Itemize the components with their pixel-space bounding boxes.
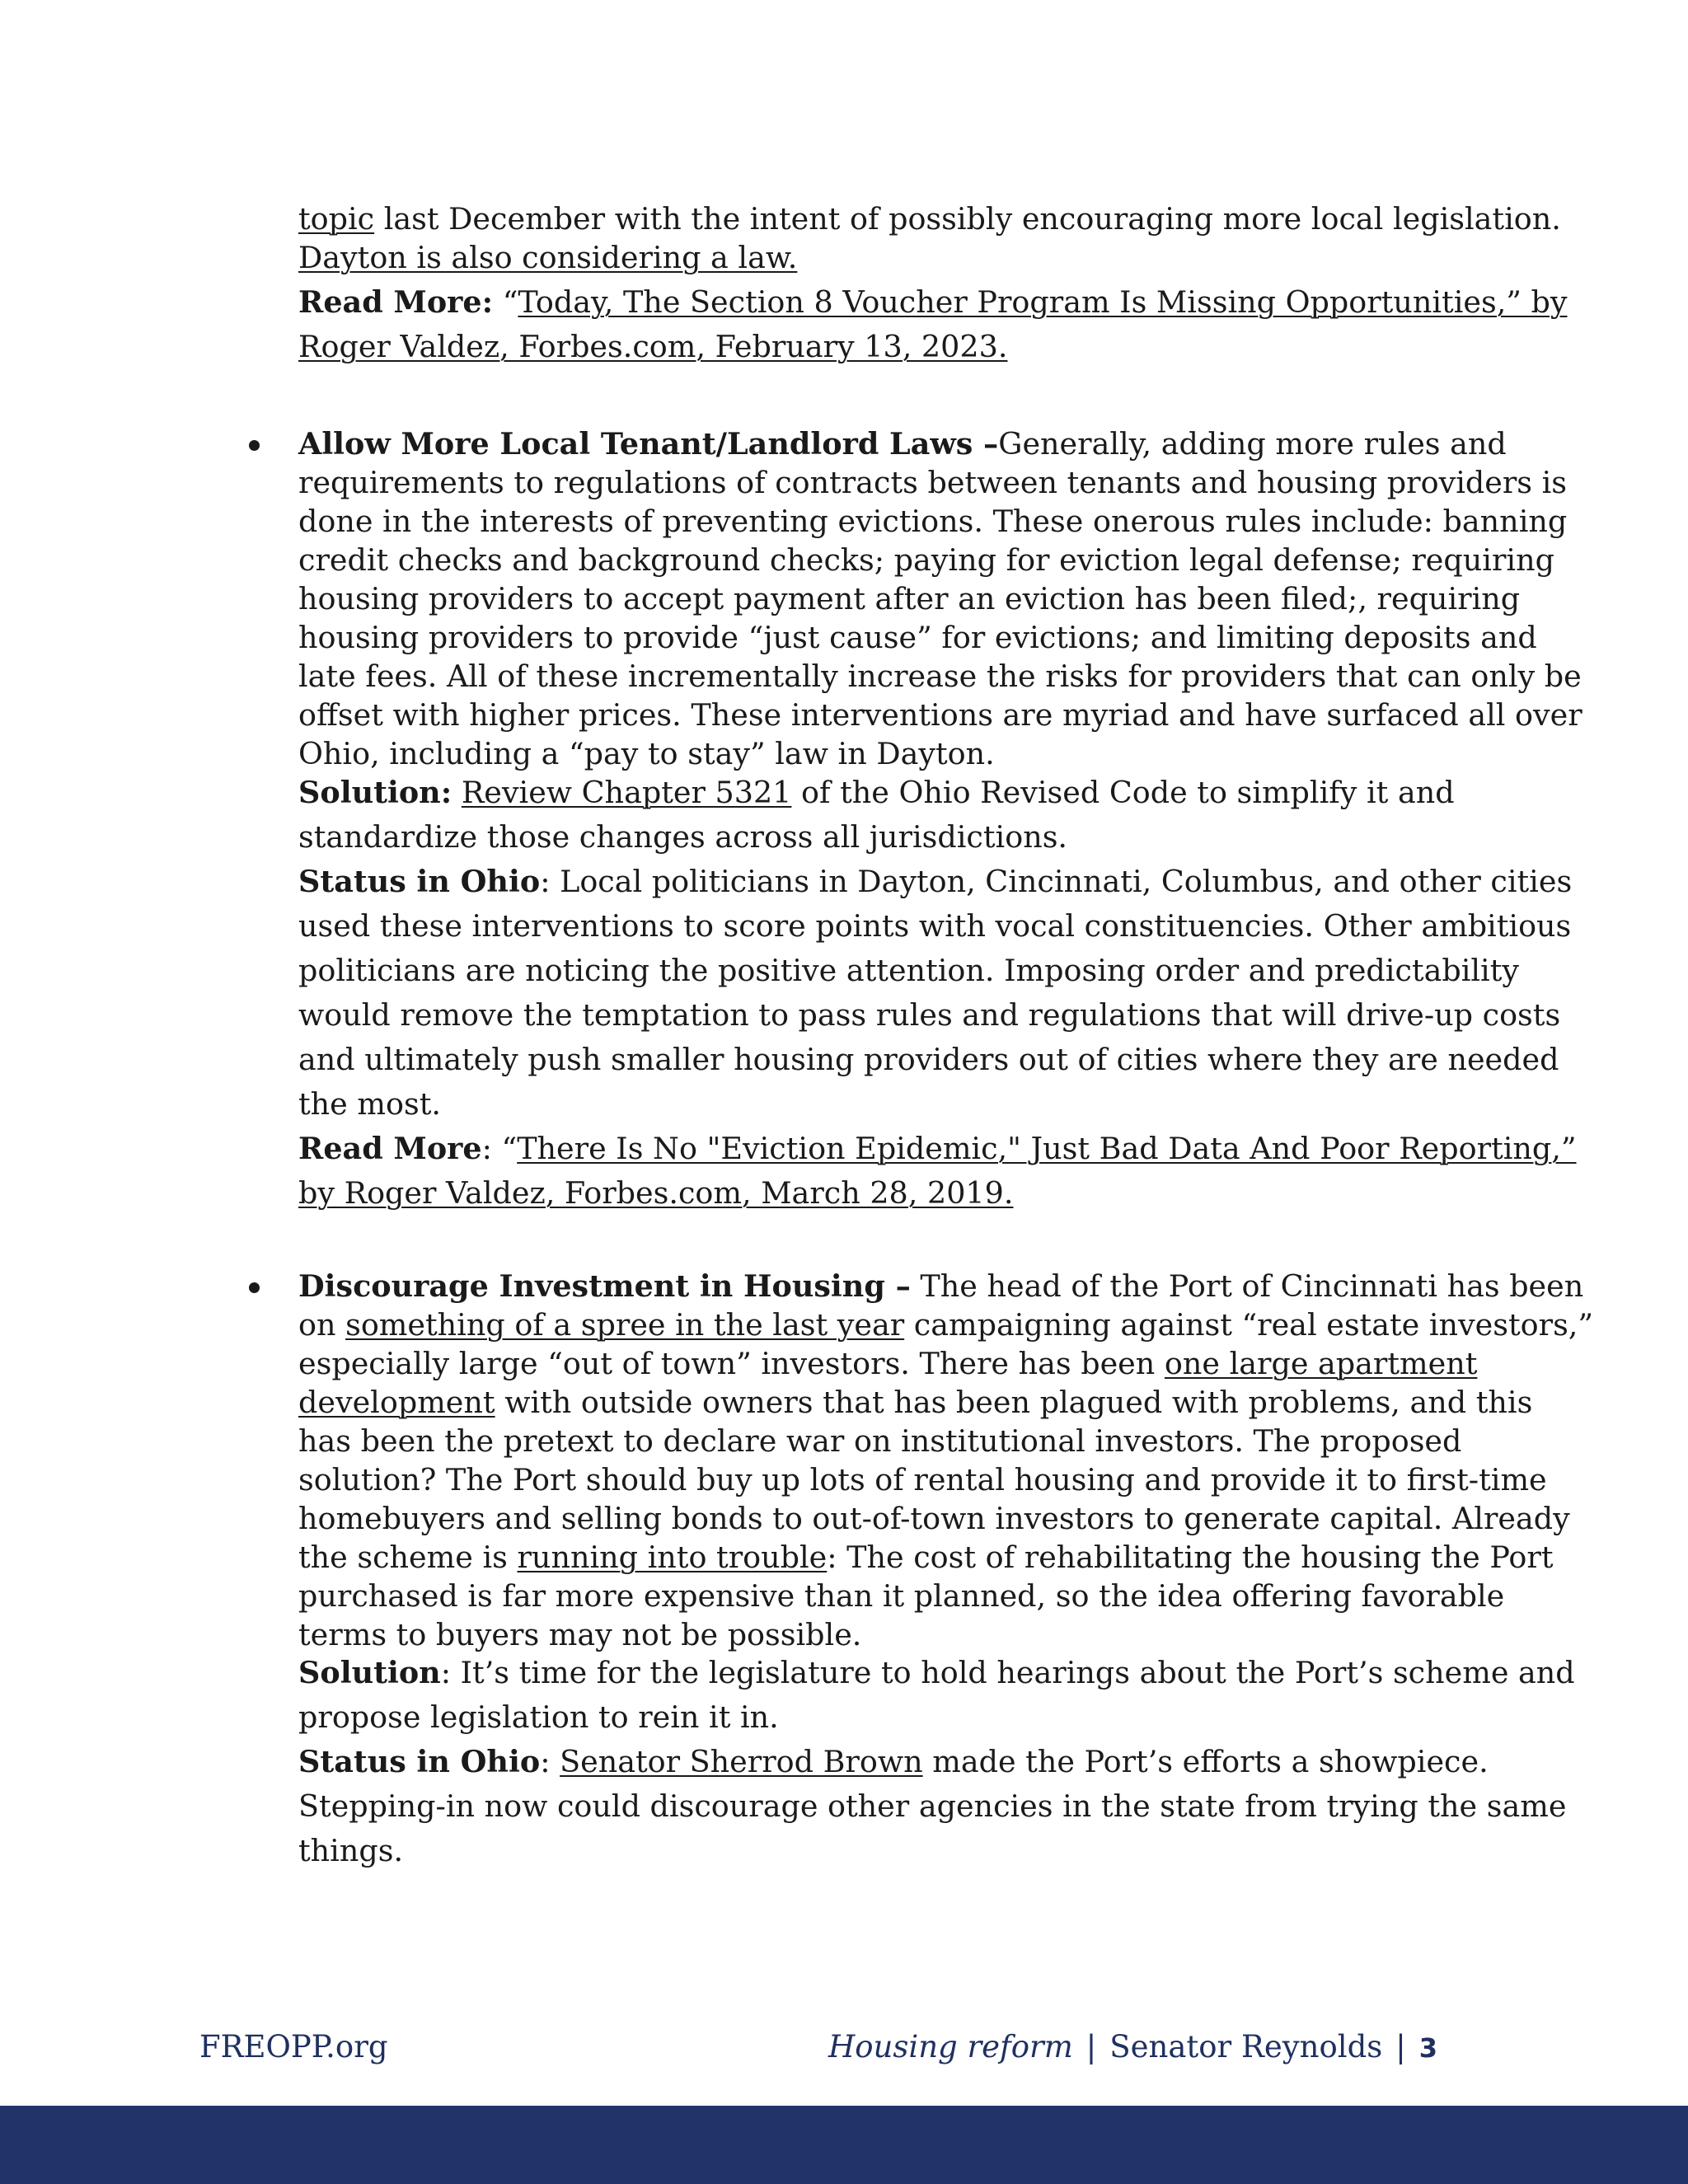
footer-meta <box>828 2029 1437 2064</box>
invest-line: has been the pretext to declare war on institutional investors. The proposed <box>298 1423 1462 1459</box>
dayton-law-link[interactable]: Dayton is also considering a law. <box>298 240 798 275</box>
page-footer <box>0 2029 1688 2072</box>
topic-link[interactable]: topic <box>298 201 375 237</box>
read-more-label: Read More <box>298 1131 482 1166</box>
continuation-paragraph <box>298 199 1568 366</box>
invest-title: Discourage Investment in Housing <box>298 1268 885 1304</box>
read-more-quote: “ <box>493 284 518 320</box>
eviction-article-link-cont[interactable]: by Roger Valdez, Forbes.com, March 28, 2019. <box>298 1175 1014 1211</box>
read-more-label: Read More: <box>298 284 494 320</box>
invest-text: : The cost of rehabilitating the housing the Port <box>827 1540 1554 1575</box>
apartment-development-link[interactable]: one large apartment <box>1164 1346 1478 1381</box>
bullet-tenant-landlord <box>298 424 1582 773</box>
invest-line: solution? The Port should buy up lots of rental housing and provide it to first-time <box>298 1462 1547 1497</box>
eviction-article-link[interactable]: There Is No "Eviction Epidemic," Just Bad Data And Poor Reporting,” <box>517 1131 1577 1166</box>
tenant-line: late fees. All of these incrementally increase the risks for providers that can only be <box>298 658 1582 694</box>
report-author: Senator Reynolds <box>1109 2029 1383 2064</box>
invest-line-2 <box>298 1305 1594 1344</box>
status-text: Stepping-in now could discourage other agencies in the state from trying the same <box>298 1788 1567 1824</box>
bullet-investment <box>298 1267 1594 1654</box>
read-more-line-2 <box>298 327 1485 366</box>
section8-article-link[interactable]: Today, The Section 8 Voucher Program Is Missing Opportunities,” by <box>518 284 1568 320</box>
running-into-trouble-link[interactable]: running into trouble <box>517 1540 828 1575</box>
tenant-line: requirements to regulations of contracts between tenants and housing providers is <box>298 465 1568 500</box>
tenant-line: housing providers to accept payment after an eviction has been filed;, requiring <box>298 581 1521 616</box>
site-name: FREOPP.org <box>199 2029 388 2064</box>
separator: | <box>1085 2029 1097 2064</box>
solution-text: : It’s time for the legislature to hold hearings about the Port’s scheme and <box>440 1655 1575 1690</box>
invest-text: campaigning against “real estate investors,” <box>904 1307 1594 1343</box>
solution-text: propose legislation to rein it in. <box>298 1699 779 1735</box>
invest-solution-line-1 <box>298 1651 1575 1695</box>
spacer <box>452 775 462 810</box>
footer-bar <box>0 2106 1688 2184</box>
page-number: 3 <box>1418 2032 1437 2064</box>
solution-label: Solution: <box>298 775 452 810</box>
tenant-read-more-line-1 <box>298 1127 1577 1171</box>
tenant-line: housing providers to provide “just cause” for evictions; and limiting deposits and <box>298 620 1537 655</box>
continuation-line-2 <box>298 238 1485 277</box>
invest-line-4 <box>298 1383 1533 1422</box>
apartment-development-link-cont[interactable]: development <box>298 1385 495 1420</box>
tenant-line: done in the interests of preventing evictions. These onerous rules include: banning <box>298 504 1568 539</box>
read-more-quote: : “ <box>481 1131 518 1166</box>
invest-text: on <box>298 1307 346 1343</box>
status-text: things. <box>298 1833 404 1868</box>
tenant-read-more-line-2 <box>298 1171 1485 1216</box>
read-more-line-1 <box>298 283 1568 321</box>
invest-line: homebuyers and selling bonds to out-of-town investors to generate capital. Already <box>298 1501 1570 1536</box>
tenant-solution-line-1 <box>298 771 1485 815</box>
status-text: made the Port’s efforts a showpiece. <box>922 1744 1489 1779</box>
tenant-title: Allow More Local Tenant/Landlord Laws <box>298 426 973 462</box>
continuation-line-1 <box>298 199 1561 238</box>
invest-text: The head of the Port of Cincinnati has been <box>910 1268 1584 1304</box>
status-text: used these interventions to score points with vocal constituencies. Other ambitious <box>298 908 1572 944</box>
bullet-icon <box>249 1282 260 1293</box>
tenant-dash: – <box>973 426 999 462</box>
solution-label: Solution <box>298 1655 441 1690</box>
status-text: the most. <box>298 1086 441 1122</box>
status-label: Status in Ohio <box>298 864 541 899</box>
status-text: : Local politicians in Dayton, Cincinnati, Columbus, and other cities <box>540 864 1573 899</box>
status-text: and ultimately push smaller housing providers out of cities where they are needed <box>298 1042 1559 1077</box>
tenant-status-line-1 <box>298 860 1573 904</box>
invest-text: especially large “out of town” investors. There has been <box>298 1346 1165 1381</box>
tenant-line: credit checks and background checks; paying for eviction legal defense; requiring <box>298 542 1554 578</box>
section8-article-link-cont[interactable]: Roger Valdez, Forbes.com, February 13, 2023. <box>298 329 1008 364</box>
continuation-text: last December with the intent of possibly encouraging more local legislation. <box>374 201 1561 237</box>
chapter-5321-link[interactable]: Review Chapter 5321 <box>461 775 792 810</box>
status-colon: : <box>540 1744 560 1779</box>
tenant-solution <box>298 771 1577 1216</box>
invest-status-line-1 <box>298 1740 1489 1784</box>
separator: | <box>1395 2029 1406 2064</box>
bullet-icon <box>249 440 260 451</box>
solution-text: standardize those changes across all jurisdictions. <box>298 819 1068 855</box>
invest-line-3 <box>298 1344 1485 1383</box>
invest-line: purchased is far more expensive than it planned, so the idea offering favorable <box>298 1578 1505 1614</box>
invest-line-1 <box>298 1267 1584 1305</box>
report-topic: Housing reform <box>828 2029 1073 2064</box>
solution-text: of the Ohio Revised Code to simplify it and <box>791 775 1455 810</box>
spree-link[interactable]: something of a spree in the last year <box>345 1307 905 1343</box>
sherrod-brown-link[interactable]: Senator Sherrod Brown <box>560 1744 923 1779</box>
status-text: would remove the temptation to pass rules and regulations that will drive-up costs <box>298 997 1561 1033</box>
tenant-line: Ohio, including a “pay to stay” law in Dayton. <box>298 736 995 771</box>
tenant-line-1 <box>298 424 1507 463</box>
invest-text: with outside owners that has been plagued with problems, and this <box>495 1385 1533 1420</box>
status-label: Status in Ohio <box>298 1744 541 1779</box>
invest-text: the scheme is <box>298 1540 518 1575</box>
tenant-text: Generally, adding more rules and <box>998 426 1507 462</box>
invest-solution <box>298 1651 1575 1873</box>
tenant-line: offset with higher prices. These interventions are myriad and have surfaced all over <box>298 697 1582 733</box>
invest-line-8 <box>298 1538 1554 1577</box>
status-text: politicians are noticing the positive attention. Imposing order and predictability <box>298 953 1520 988</box>
invest-line: terms to buyers may not be possible. <box>298 1617 862 1652</box>
invest-dash: – <box>884 1268 911 1304</box>
